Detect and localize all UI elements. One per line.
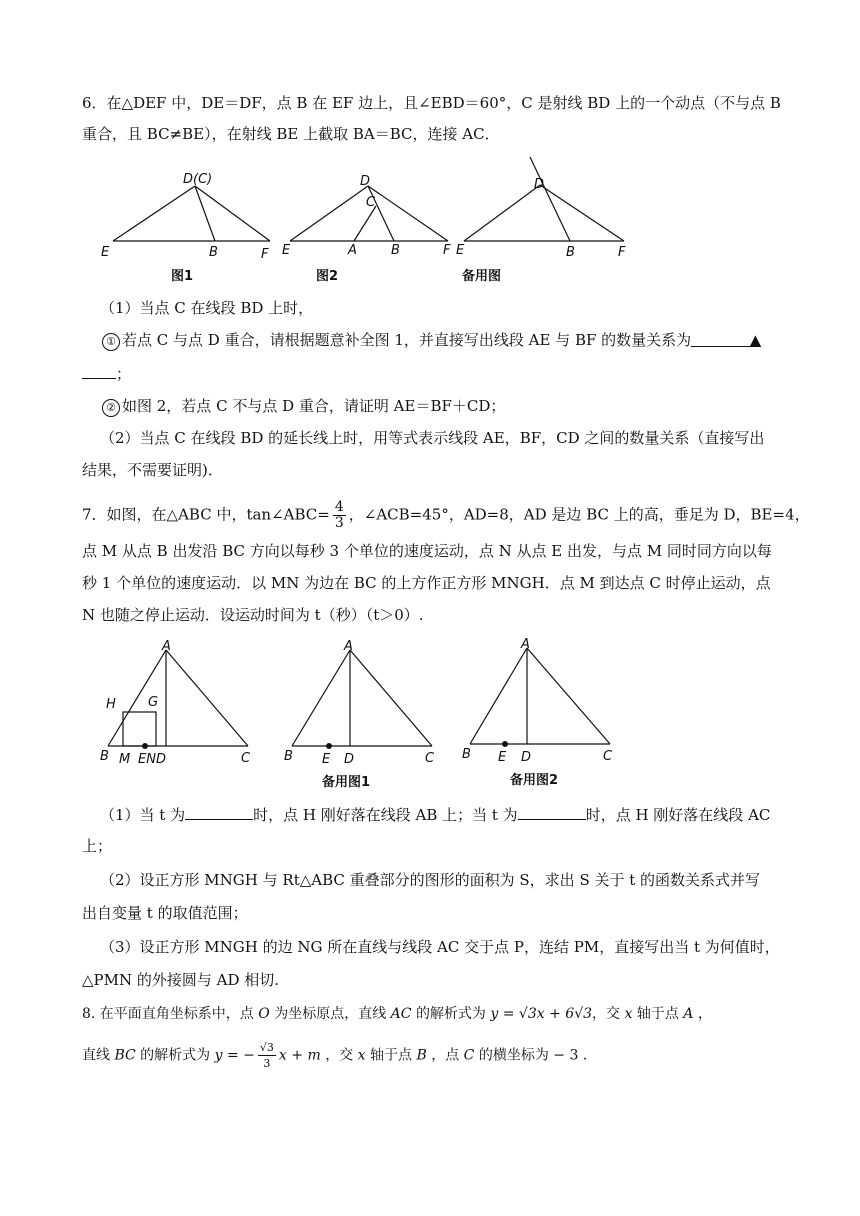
q7-f-label-c: C	[241, 751, 251, 766]
q7-f-label-g: G	[148, 695, 159, 710]
q7-point-n	[142, 743, 148, 749]
q8-line1	[82, 1004, 712, 1024]
q6-fs-label-e: E	[456, 243, 465, 258]
q7-frac-den: 3	[334, 515, 344, 531]
q6-f1-label-e: E	[101, 245, 110, 260]
q7-f-label-a: A	[162, 639, 171, 654]
q6-fs-caption: 备用图	[462, 269, 502, 284]
q7-f-label-h: H	[106, 697, 116, 712]
q7-s2-label-b: B	[462, 747, 471, 762]
q8-line2-a: 直线	[82, 1047, 110, 1064]
q7-line2: 点 M 从点 B 出发沿 BC 方向以每秒 3 个单位的速度运动，点 N 从点 E 出发，与点 M 同时同方向以每	[82, 542, 772, 560]
q7-part3-line2: △PMN 的外接圆与 AD 相切.	[82, 971, 280, 989]
q6-figure-2	[280, 168, 460, 288]
q6-sub1-blank	[691, 330, 761, 347]
q7-frac-num: 4	[334, 499, 344, 515]
q8-eq2-den: 3	[263, 1057, 271, 1070]
q6-line1: 6．在△DEF 中，DE＝DF，点 B 在 EF 边上，且∠EBD＝60°，C 是射线 BD 上的一个动点（不与点 B	[82, 94, 781, 112]
q7-part2-line1: （2）设正方形 MNGH 与 Rt△ABC 重叠部分的图形的面积为 S，求出 S 关于 t 的函数关系式并写	[100, 871, 761, 889]
q6-part2-line2: 结果，不需要证明)．	[82, 461, 223, 479]
q7-s1-label-d: D	[344, 752, 355, 767]
q7-s1-label-c: C	[425, 751, 435, 766]
q8-line1-f: ，	[697, 1006, 712, 1022]
q6-sub2-mark: ②	[102, 399, 120, 417]
q7-line4: N 也随之停止运动．设运动时间为 t（秒）（t＞0）.	[82, 606, 424, 624]
q7-s2-label-d: D	[521, 750, 532, 765]
q7-part3-line1: （3）设正方形 MNGH 的边 NG 所在直线与线段 AC 交于点 P，连结 PM，直接写出当 t 为何值时，	[100, 938, 780, 956]
q6-f2-label-b: B	[391, 243, 400, 258]
q7-part2-line2: 出自变量 t 的取值范围；	[82, 904, 248, 922]
q6-sub2	[102, 396, 505, 417]
q7-s2-caption: 备用图2	[510, 773, 559, 788]
q7-figure-spare1	[282, 638, 442, 798]
q7-figure-main	[98, 638, 268, 773]
q8-line2-d: 轴于点	[370, 1047, 412, 1064]
q7-f-label-m: M	[119, 752, 131, 767]
q8-point-a: A	[683, 1006, 694, 1022]
q6-f1-caption: 图1	[171, 269, 194, 284]
q7-f-label-end: END	[138, 752, 166, 767]
q6-sub1-blank-cont	[82, 362, 116, 379]
q6-sub2-text: 如图 2，若点 C 不与点 D 重合，请证明 AE＝BF＋CD；	[122, 397, 506, 415]
q7-f-label-b: B	[100, 749, 109, 764]
q7-s2-label-e: E	[498, 750, 507, 765]
q8-point-o: O	[258, 1006, 270, 1022]
q7-part1-c: 时，点 H 刚好落在线段 AC	[585, 806, 771, 824]
q7-line3: 秒 1 个单位的速度运动．以 MN 为边在 BC 的上方作正方形 MNGH．点 M 到达点 C 时停止运动，点	[82, 574, 771, 592]
q8-eq1: y = √3x + 6√3	[490, 1006, 593, 1022]
q8-eq2-fraction	[258, 1040, 276, 1071]
q7-part1	[100, 803, 770, 825]
q8-line-bc: BC	[114, 1047, 136, 1064]
q7-s2-label-c: C	[603, 749, 613, 764]
q8-line1-e: 轴于点	[636, 1006, 679, 1022]
q8-point-c: C	[463, 1047, 475, 1064]
q6-f2-label-a: A	[348, 243, 357, 258]
q8-eq2-num: √3	[259, 1041, 274, 1054]
q7-s2-point-e	[502, 741, 508, 747]
q6-f1-label-b: B	[209, 245, 218, 260]
q7-part1-a: （1）当 t 为	[100, 806, 186, 824]
q7-s1-caption: 备用图1	[322, 775, 371, 790]
q6-fs-label-f: F	[618, 245, 626, 260]
q8-line1-c: 的解析式为	[415, 1006, 486, 1022]
q8-eq2-b: x + m	[278, 1047, 321, 1064]
q6-fs-label-b: B	[566, 245, 575, 260]
q8-line2-f: 的横坐标为 − 3 ．	[478, 1047, 597, 1064]
q7-line1-a: 7．如图，在△ABC 中，tan∠ABC=	[82, 505, 330, 524]
q8-x1: x	[624, 1006, 633, 1022]
q7-s1-label-a: A	[344, 639, 353, 654]
q6-f1-label-f: F	[261, 247, 269, 262]
q6-fs-label-d: D	[534, 177, 545, 192]
q7-s1-label-b: B	[284, 749, 293, 764]
q7-part1-blank2	[518, 803, 586, 820]
q6-line2: 重合，且 BC≠BE），在射线 BE 上截取 BA＝BC，连接 AC．	[82, 125, 500, 143]
q7-s1-point-e	[326, 743, 332, 749]
q6-f2-label-f: F	[443, 243, 451, 258]
q6-figure-1	[95, 168, 285, 288]
q7-tan-fraction	[333, 500, 346, 531]
q6-f2-label-c: C	[366, 195, 376, 210]
q6-figure-spare	[452, 155, 642, 290]
q8-line-ac: AC	[390, 1006, 412, 1022]
q7-part1-b: 时，点 H 刚好落在线段 AB 上；当 t 为	[253, 806, 518, 824]
q7-part1-blank1	[185, 803, 253, 820]
q7-s2-label-a: A	[521, 637, 530, 652]
q8-line1-b: 为坐标原点，直线	[274, 1006, 387, 1022]
q8-line2-b: 的解析式为	[140, 1047, 211, 1064]
q8-eq2-a: y = −	[214, 1047, 255, 1064]
q7-s1-label-e: E	[322, 752, 331, 767]
q6-part1: （1）当点 C 在线段 BD 上时，	[100, 299, 314, 317]
q8-line1-a: 8. 在平面直角坐标系中，点	[82, 1006, 254, 1022]
q6-f2-caption: 图2	[316, 269, 339, 284]
q6-f1-label-dc: D(C)	[183, 172, 213, 187]
q8-line2-c: ，交	[325, 1047, 354, 1064]
q7-figure-spare2	[460, 636, 620, 796]
q7-part1-d: 上；	[82, 837, 113, 855]
q7-line1-b: ，∠ACB=45°，AD=8，AD 是边 BC 上的高，垂足为 D，BE=4，	[348, 505, 810, 524]
q6-f2-label-e: E	[282, 243, 291, 258]
q8-point-b: B	[416, 1047, 427, 1064]
q8-line2-e: ，点	[431, 1047, 460, 1064]
q8-x2: x	[357, 1047, 366, 1064]
q6-sub1-cont	[82, 362, 131, 384]
q6-sub1-triangle: ▲	[749, 331, 762, 349]
q8-line2	[82, 1040, 597, 1071]
q6-f2-label-d: D	[360, 174, 371, 189]
q6-sub1	[102, 330, 761, 351]
q6-part2-line1: （2）当点 C 在线段 BD 的延长线上时，用等式表示线段 AE，BF，CD 之间的数量关系（直接写出	[100, 429, 765, 447]
q6-sub1-text: 若点 C 与点 D 重合，请根据题意补全图 1，并直接写出线段 AE 与 BF 的数量关系为	[122, 331, 692, 349]
q6-sub1-end: ；	[116, 365, 132, 383]
q6-sub1-mark: ①	[102, 333, 120, 351]
q8-line1-d: ，交	[592, 1006, 621, 1022]
q7-line1	[82, 500, 810, 531]
